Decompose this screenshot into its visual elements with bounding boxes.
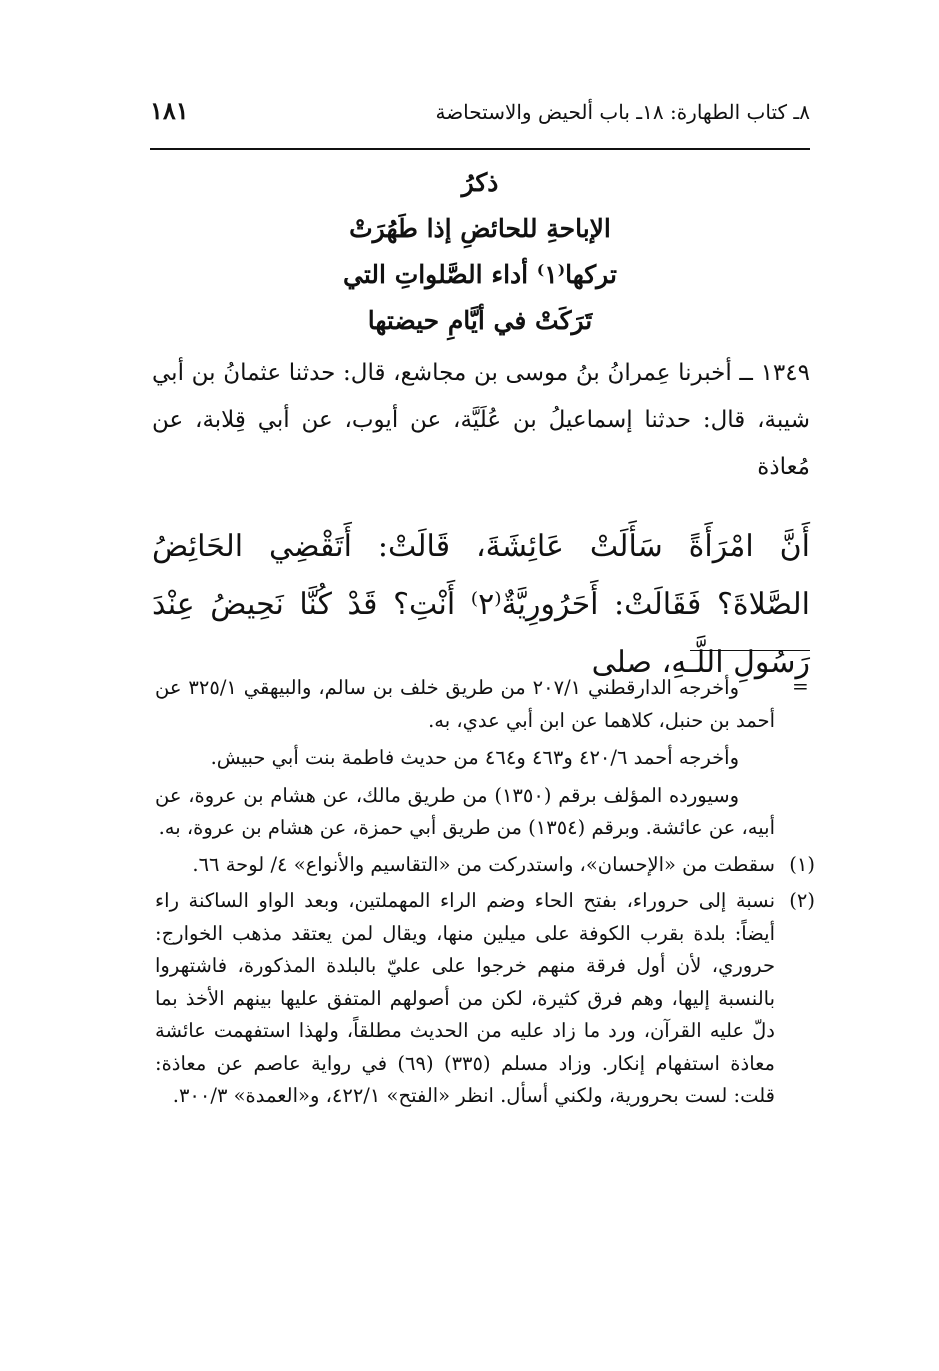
hadith-text: أَنَّ امْرَأَةً سَأَلَتْ عَائِشَةَ، قَالَتْ: أَتَقْضِي الحَائِضُ الصَّلاةَ؟ فَقَالَتْ: أَحَرُورِيَّةٌ⁽٢⁾ أَنْتِ؟ قَدْ كُنَّا نَحِيضُ عِنْدَ رَسُولِ اللَّـهِ، صلى <box>152 529 810 680</box>
footnote-continuation-paragraph: وأخرجه الدارقطني ٢٠٧/١ من طريق خلف بن سالم، والبيهقي ٣٢٥/١ عن أحمد بن حنبل، كلاهما عن ابن أبي عدي، به. <box>155 676 775 732</box>
heading-line: الإباحةِ للحائضِ إذا طَهُرَتْ <box>349 214 611 243</box>
footnote-1 <box>155 849 815 882</box>
footnote-number: (١) <box>789 852 815 876</box>
footnotes <box>155 672 815 1113</box>
footnote-continuation-paragraph: وسيورده المؤلف برقم (١٣٥٠) من طريق مالك، عن هشام بن عروة، عن أبيه، عن عائشة. وبرقم (١٣٥٤) من طريق أبي حمزة، عن هشام بن عروة، به. <box>155 783 775 839</box>
header-rule <box>150 148 810 150</box>
heading-line: تركها⁽١⁾ أداء الصَّلواتِ التي <box>343 260 617 289</box>
footnote-text: سقطت من «الإحسان»، واستدركت من «التقاسيم والأنواع» ٤/ لوحة ٦٦. <box>192 852 775 876</box>
running-title: ٨ـ كتاب الطهارة: ١٨ـ باب ألحيض والاستحاضة <box>435 100 810 124</box>
heading-line: تَرَكَتْ في أيَّامِ حيضتها <box>367 306 593 335</box>
footnote-continuation-mark: = <box>792 674 809 698</box>
footnote-text: نسبة إلى حروراء، بفتح الحاء وضم الراء المهملتين، وبعد الواو الساكنة راء أيضاً: بلدة بقرب الكوفة على ميلين منها، ويقال لمن يعتقد مذهب الخوارج: حروري، لأن أول فرقة منهم خرجوا على عليّ بالبلدة المذكورة، فاشتهروا بالنسبة إليها، وهم فرق كثيرة، لكن من أصولهم المتفق عليها بينهم الأخذ بما دلّ عليه القرآن، ورد ما زاد عليه من الحديث مطلقاً، ولهذا استفهمت عائشة معاذة استفهام إنكار. وزاد مسلم (٣٣٥) (٦٩) في رواية عاصم عن معاذة: قلت: لست بحرورية، ولكني أسأل. انظر «الفتح» ٤٢٢/١، و«العمدة» ٣٠٠/٣. <box>155 889 776 1107</box>
page-number: ١٨١ <box>150 96 189 125</box>
footnote-2 <box>155 885 815 1113</box>
page-header <box>150 96 810 136</box>
footnote-separator <box>690 650 810 651</box>
chapter-heading <box>200 160 760 344</box>
heading-line: ذكرُ <box>461 168 499 197</box>
footnote-continuation-paragraph: وأخرجه أحمد ٤٢٠/٦ و٤٦٣ و٤٦٤ من حديث فاطمة بنت أبي حبيش. <box>210 746 739 769</box>
hadith-chain: ١٣٤٩ ــ أخبرنا عِمرانُ بنُ موسى بن مجاشع، قال: حدثنا عثمانُ بن أبي شيبة، قال: حدثنا إسماعيلُ بن عُلَيَّة، عن أيوب، عن أبي قِلابة، عن مُعاذة <box>152 360 810 480</box>
footnote-number: (٢) <box>789 889 815 912</box>
